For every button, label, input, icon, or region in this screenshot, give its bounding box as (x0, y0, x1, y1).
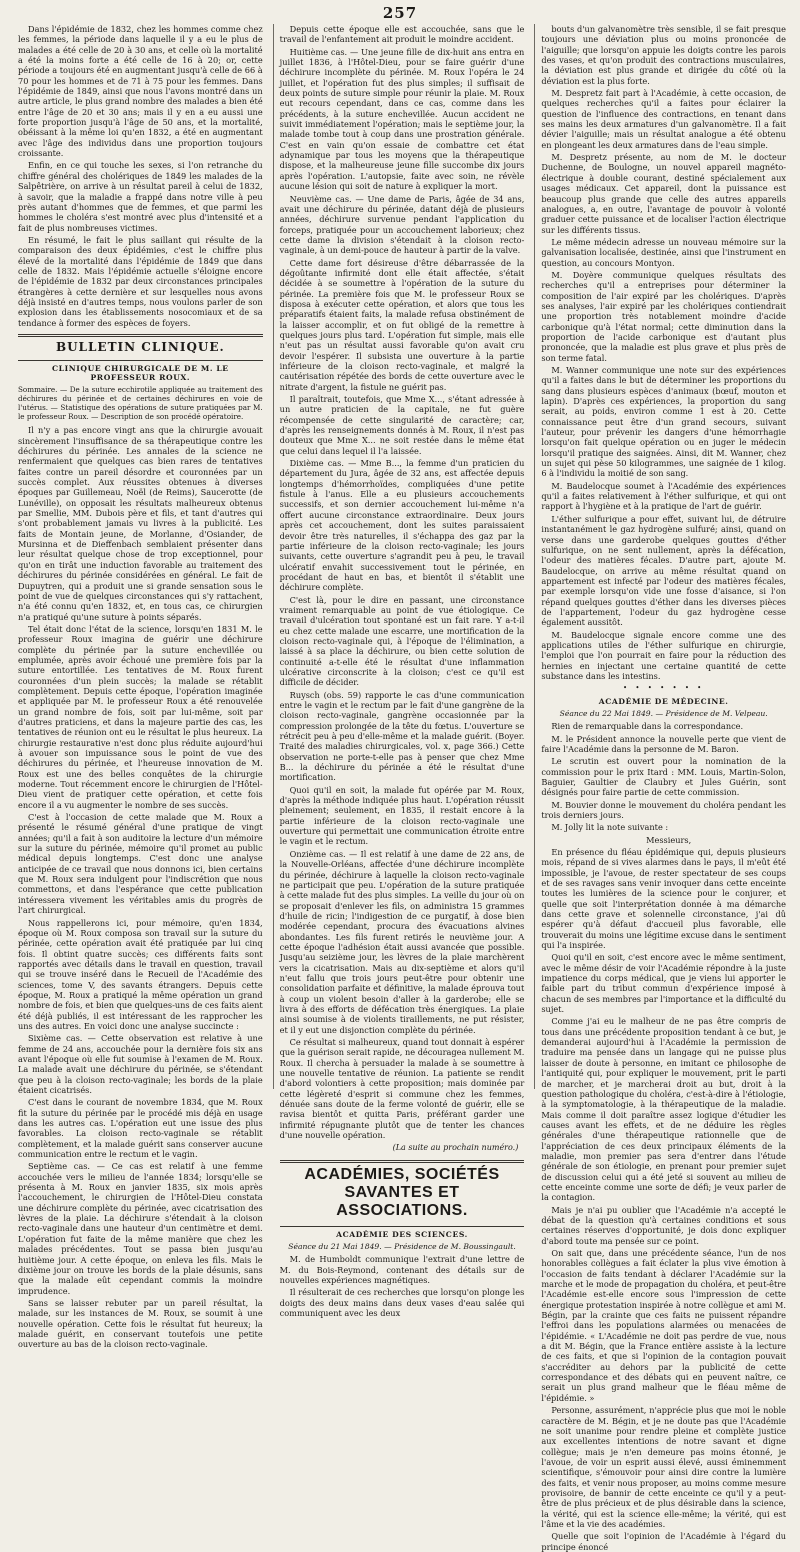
paragraph: Depuis cette époque elle est accouchée, sans que le travail de l'enfantement ait produit le moindre accident. (279, 24, 525, 45)
paragraph: Onzième cas. — Il est relatif à une dame de 22 ans, de la Nouvelle-Orléans, affectée d'une déchirure incomplète du périnée, déchirure à laquelle la cloison recto-vaginale ne participait que peu. L'opération de la suture pratiquée à cette malade fut des plus simples. La veille du jour où on se proposait d'enlever les fils, on administra 15 grammes d'huile de ricin; l'indigestion de ce purgatif, à dose bien modérée cependant, procura des évacuations alvines abondantes. Les fils furent retirés le neuvième jour. A cette époque l'adhésion était aussi avancée que possible. Jusqu'au seizième jour, les lèvres de la plaie marchèrent vers la cicatrisation. Mais au dix-septième et alors qu'il n'eut fallu que trois jours peut-être pour obtenir une consolidation parfaite et définitive, la malade éprouva tout à coup un violent besoin d'aller à la garderobe; elle se livra à des efforts de défécation très énergiques. La plaie ainsi soumise à de violents tiraillements, ne put résister, et il y eut une disjonction complète du périnée. (279, 848, 525, 1035)
paragraph: C'est là, pour le dire en passant, une circonstance vraiment remarquable au point de vue étiologique. Ce travail d'ulcération tout spontané est un fait rare. Y a-t-il eu chez cette malade une escarre, une mortification de la cloison recto-vaginale qui, à l'époque de l'élimination, a laissé à sa place la déchirure, ou bien cette solution de continuité a-t-elle été le résultat d'une inflammation ulcérative circonscrite à la cloison; c'est ce qu'il est difficile de décider. (279, 594, 525, 688)
paragraph: C'est dans le courant de novembre 1834, que M. Roux fit la suture du périnée par le procédé mis déjà en usage dans les autres cas. L'opération eut une issue des plus favorables. La cloison recto-vaginale se rétablit complètement, et la malade guérit sans conserver aucune communication entre le rectum et le vagin. (18, 1097, 263, 1160)
paragraph: Dans l'épidémie de 1832, chez les hommes comme chez les femmes, la période dans laquelle il y a eu le plus de malades a été celle de 20 à 30 ans, et celle où la mortalité a été la moins forte a été celle de 16 à 20; or, cette période a toujours été en augmentant jusqu'à celle de 66 à 70 pour les hommes et de 71 à 75 pour les femmes. Dans l'épidémie de 1849, ainsi que nous l'avons montré dans un autre article, le plus grand nombre des malades a bien été entre l'âge de 20 et 30 ans; mais il y en a eu aussi une forte proportion jusqu'à l'âge de 50 ans, et la mortalité, obéissant à la même loi qu'en 1832, a été en augmentant avec l'âge des individus dans une proportion toujours croissante. (18, 24, 263, 159)
column-right (534, 24, 787, 1552)
paragraph: Personne, assurément, n'apprécie plus que moi le noble caractère de M. Bégin, et je ne doute pas que l'Académie ne soit unanime pour rendre pleine et complète justice aux excellentes intentions de notre savant et digne collègue; mais je n'en demeure pas moins étonné, je l'avoue, de voir un esprit aussi élevé, aussi éminemment scientifique, s'émouvoir pour ainsi dire contre la lumière des faits, et venir nous proposer, au moins comme mesure provisoire, de bannir de cette enceinte ce qu'il y a peut-être de plus précieux et de plus désirable dans la science, la vérité, qui est la science elle-même; la vérité, qui est l'âme et la vie des académies. (541, 1405, 787, 1529)
paragraph: C'est à l'occasion de cette malade que M. Roux a présenté le résumé général d'une pratique de vingt années; qu'il a fait à son auditoire la lecture d'un mémoire sur la suture du périnée, mémoire qu'il promet au public médical depuis longtemps. C'est donc une analyse anticipée de ce travail que nous donnons ici, bien certains que M. Roux sera indulgent pour l'indiscrétion que nous commettons, et dans l'espérance que cette publication intéressera vivement les véritables amis du progrès de l'art chirurgical. (18, 812, 263, 916)
paragraph: En présence du fléau épidémique qui, depuis plusieurs mois, répand de si vives alarmes dans le pays, il m'eût été impossible, je l'avoue, de rester spectateur de ses coups et de ses ravages sans venir invoquer dans cette enceinte toutes les lumières de la science pour le conjurer, et quelle que soit l'interprétation donnée à ma démarche dans cette grave et solennelle circonstance, j'ai dû espérer qu'à défaut d'accueil plus favorable, elle trouverait du moins une légitime excuse dans le sentiment qui l'a inspirée. (541, 846, 787, 951)
summary: Sommaire. — De la suture ecchirotile appliquée au traitement des déchirures du périnée et de certaines déchirures en voie de l'utérus. — Statistique des opérations de suture pratiquées par M. le professeur Roux. — Description de son procédé opératoire. (18, 384, 263, 422)
paragraph: M. Baudelocque signale encore comme une des applications utiles de l'éther sulfurique en chirurgie, l'emploi que l'on pourrait en faire pour la réduction des hernies en injectant une certaine quantité de cette substance dans les intestins. (541, 629, 787, 681)
paragraph: Il paraîtrait, toutefois, que Mme X..., s'étant adressée à un autre praticien de la capitale, ne fut guère récompensée de cette singularité de caractère; car, d'après les renseignements donnés à M. Roux, il n'est pas douteux que Mme X... ne soit restée dans le même état que celui dans lequel il l'a laissée. (279, 394, 525, 456)
bulletin-clinique-title: BULLETIN CLINIQUE. (55, 339, 225, 354)
section-divider (280, 1160, 525, 1163)
divider (18, 360, 263, 361)
paragraph: Dixième cas. — Mme B..., la femme d'un praticien du département du Jura, âgée de 32 ans, est affectée depuis longtemps d'hémorrhoïdes, compliquées d'une petite fistule à l'anus. Elle a eu plusieurs accouchements successifs, et son dernier accouchement lui-même n'a offert aucune circonstance extraordinaire. Deux jours après cet accouchement, dont les suites paraissaient devoir être très naturelles, il s'échappa des gaz par la partie inférieure de la cloison recto-vaginale; les jours suivants, cette ouverture s'agrandit peu à peu, le travail ulcératif envahit successivement tout le périnée, en procédant de haut en bas, et bientôt il s'établit une déchirure complète. (279, 458, 525, 593)
paragraph: Sans se laisser rebuter par un pareil résultat, la malade, sur les instances de M. Roux, se soumit à une nouvelle opération. Cette fois le résultat fut heureux; la malade guérit, en conservant toutefois une petite ouverture au bas de la cloison recto-vaginale. (18, 1297, 263, 1350)
paragraph: M. Bouvier donne le mouvement du choléra pendant les trois derniers jours. (541, 799, 787, 820)
paragraph: Cette dame fort désireuse d'être débarrassée de la dégoûtante infirmité dont elle était affectée, s'était décidée à se soumettre à l'opération de la suture du périnée. La première fois que M. le professeur Roux se disposa à exécuter cette opération, et alors que tous les préparatifs étaient faits, la malade refusa obstinément de la laisser accomplir, et on fut obligé de la remettre à quelques jours plus tard. L'opération fut simple, mais elle n'eut pas un résultat aussi favorable qu'on avait cru devoir l'espérer. Il subsista une ouverture à la partie inférieure de la cloison recto-vaginale, et malgré la cautérisation répétée des bords de cette ouverture avec le nitrate d'argent, la fistule ne guérit pas. (279, 257, 525, 392)
academies-title: ACADÉMIES, SOCIÉTÉS SAVANTES ET ASSOCIATIONS. (304, 1165, 500, 1219)
paragraph: Messieurs, (646, 834, 692, 845)
paragraph: Rien de remarquable dans la correspondance. (551, 721, 744, 732)
paragraph: M. Jolly lit la note suivante : (551, 822, 669, 833)
paragraph: bouts d'un galvanomètre très sensible, il se fait presque toujours une déviation plus ou moins prononcée de l'aiguille; que lorsqu'on appuie les doigts contre les parois des vases, et qu'on produit des contractions musculaires, la déviation est plus grande et dirigée du côté où la déviation est la plus forte. (541, 24, 787, 86)
paragraph: M. Baudelocque soumet à l'Académie des expériences qu'il a faites relativement à l'éther sulfurique, et qui ont rapport à l'hygiène et à la pratique de l'art de guérir. (541, 480, 787, 512)
paragraph: M. le Président annonce la nouvelle perte que vient de faire l'Académie dans la personne de M. Baron. (541, 733, 787, 754)
paragraph: Il résulterait de ces recherches que lorsqu'on plonge les doigts des deux mains dans deux vases d'eau salée qui communiquent avec les deux (279, 1287, 525, 1318)
paragraph: L'éther sulfurique a pour effet, suivant lui, de détruire instantanément le gaz hydrogène sulfuré; ainsi, quand on verse dans une garderobe quelques gouttes d'éther sulfurique, on ne sent nullement, après la défécation, l'odeur des matières fécales. D'autre part, ajoute M. Baudelocque, on arrive au même résultat quand on appartement est infecté par l'odeur des matières fécales, par exemple lorsqu'on vide une fosse d'aisance, si l'on répand quelques gouttes d'éther dans les diverses pièces de l'appartement, l'odeur du gaz hydrogène cesse également aussitôt. (541, 513, 787, 628)
paragraph: Ruysch (obs. 59) rapporte le cas d'une communication entre le vagin et le rectum par le fait d'une gangrène de la cloison recto-vaginale, gangrène occasionnée par la compression prolongée de la tête du fœtus. L'ouverture se rétrécit peu à peu d'elle-même et la malade guérit. (Boyer. Traité des maladies chirurgicales, vol. x, page 366.) Cette observation ne porte-t-elle pas à penser que chez Mme B... la déchirure du périnée a été le résultat d'une mortification. (279, 689, 525, 783)
dot-separator: • • • • • • • (623, 684, 705, 693)
paragraph: Le scrutin est ouvert pour la nomination de la commission pour le prix Itard : MM. Louis, Martin-Solon, Baguier, Gaultier de Claubry et Jules Guérin, sont désignés pour faire partie de cette commission. (541, 756, 787, 798)
paragraph: Il n'y a pas encore vingt ans que la chirurgie avouait sincèrement l'insuffisance de sa thérapeutique contre les déchirures du périnée. Les annales de la science ne renfermaient que quelques cas bien rares de tentatives faites contre un pareil désordre et couronnées par un succès complet. Aux réussites obtenues à diverses époques par Guillemeau, Noël (de Reims), Saucerotte (de Lunéville), on opposait les résultats malheureux obtenus par Smellie, MM. Dubois père et fils, et tant d'autres qui s'ont probablement jamais vu livres à la publicité. Les faits de Montain jeune, de Morlanne, d'Osiander, de Mursinna et de Dieffenbach semblaient présenter dans leur résultat quelque chose de trop exceptionnel, pour qu'on en tirât une induction favorable au traitement des déchirures du périnée considérées en général. Le fait de Dupuytren, qui a produit une si grande sensation sous le point de vue de quelques circonstances qui s'y rattachent, n'a été connu qu'en 1832, et, en tous cas, ce chirurgien n'a pratiqué qu'une suture à points séparés. (18, 425, 263, 622)
paragraph: Le même médecin adresse un nouveau mémoire sur la galvanisation localisée, destinée, ainsi que l'instrument en question, au concours Montyon. (541, 236, 787, 268)
paragraph: Neuvième cas. — Une dame de Paris, âgée de 34 ans, avait une déchirure du périnée, datant déjà de plusieurs années, déchirure survenue pendant l'application du forceps, pratiquée pour un accouchement laborieux; chez cette dame la division s'étendait à la cloison recto-vaginale, à un demi-pouce de hauteur à partir de la valve. (279, 193, 525, 256)
paragraph: M. Despretz présente, au nom de M. le docteur Duchenne, de Boulogne, un nouvel appareil magnéto-électrique à double courant, destiné spécialement aux usages médicaux. Cet appareil, dont la puissance est beaucoup plus grande que celle des autres appareils analogues, a, en outre, l'avantage de pouvoir à volonté graduer cette puissance et de localiser l'action électrique sur les différents tissus. (541, 152, 787, 235)
paragraph: Sixième cas. — Cette observation est relative à une femme de 24 ans, accouchée pour la dernière fois six ans avant l'époque où elle fut soumise à l'examen de M. Roux. La malade avait une déchirure du périnée, se s'étendant que peu à la cloison recto-vaginale; les bords de la plaie étaient cicatrisés. (18, 1033, 263, 1095)
paragraph: Septième cas. — Ce cas est relatif à une femme accouchée vers le milieu de l'année 1834; lorsqu'elle se présenta à M. Roux en janvier 1835, six mois après l'accouchement, le chirurgien de l'Hôtel-Dieu constata une déchirure complète du périnée, avec cicatrisation des lèvres de la plaie. La déchirure s'étendait à la cloison recto-vaginale dans une hauteur d'un centimètre et demi. L'opération fut faite de la même manière que chez les malades précédentes. Tout se passa bien jusqu'au huitième jour. A cette époque, on enleva les fils. Mais le dixième jour on trouve les bords de la plaie désunis, sans que la malade eût cependant commis la moindre imprudence. (18, 1161, 263, 1296)
paragraph: Quelle que soit l'opinion de l'Académie à l'égard du principe énoncé (541, 1531, 787, 1552)
paragraph: Comme j'ai eu le malheur de ne pas être compris de tous dans une précédente proposition tendant à ce but, je demanderai aujourd'hui à l'Académie la permission de traduire ma pensée dans un langage qui ne puisse plus laisser de doute à personne, en imitant ce philosophe de l'antiquité qui, pour expliquer le mouvement, prit le parti de marcher, et je marcherai droit au but, droit à la question pathologique du choléra, c'est-à-dire à l'étiologie, à la symptomatologie, à la thérapeutique de la maladie. Mais comme il doit paraître assez logique d'étudier les causes avant les effets, et de ne déduire les règles générales d'une thérapeutique rationnelle que de l'appréciation de ces deux principaux éléments de la maladie, mon premier pas sera d'entrer dans l'étude générale de son étiologie, en prenant pour premier sujet de discussion celui qui a été jeté si souvent au milieu de cette enceinte comme une sorte de défi; je veux parler de la contagion. (541, 1016, 787, 1203)
clinic-title: CLINIQUE CHIRURGICALE DE M. LE PROFESSEUR ROUX. (51, 363, 229, 382)
section-divider (18, 334, 263, 337)
columns (18, 24, 787, 1552)
meeting-line: Séance du 22 Mai 1849. — Présidence de M. Velpeau. (559, 708, 768, 718)
meeting-line: Séance du 21 Mai 1849. — Présidence de M. Boussingault. (288, 1241, 516, 1251)
page-number: 257 (382, 4, 418, 22)
paragraph: Mais je n'ai pu oublier que l'Académie n'a accepté le débat de la question qu'à certaines conditions et sous certaines réserves d'opportunité, je dois donc expliquer d'abord toute ma pensée sur ce point. (541, 1204, 787, 1246)
paragraph: Enfin, en ce qui touche les sexes, si l'on retranche du chiffre général des cholériques de 1849 les malades de la Salpêtrière, on arrive à un résultat pareil à celui de 1832, à savoir, que la maladie a frappé dans notre ville à peu près autant d'hommes que de femmes, et que parmi les hommes le choléra s'est montré avec plus d'intensité et a fait de plus nombreuses victimes. (18, 160, 263, 233)
paragraph: Quoi qu'il en soit, la malade fut opérée par M. Roux, d'après la méthode indiquée plus haut. L'opération réussit pleinement; seulement, en 1835, il restait encore à la partie inférieure de la cloison recto-vaginale une ouverture qui permettait une communication étroite entre le vagin et le rectum. (279, 784, 525, 847)
continuation-note: (La suite au prochain numéro.) (392, 1143, 519, 1153)
academie-medecine-title: ACADÉMIE DE MÉDECINE. (598, 696, 729, 706)
paragraph: On sait que, dans une précédente séance, l'un de nos honorables collègues a fait éclater la plus vive émotion à l'occasion de faits tendant à déclarer l'Académie sur la marche et le mode de propagation du choléra, et peut-être l'Académie est-elle encore sous l'impression de cette énergique protestation inspirée à notre collègue et ami M. Bégin, par la crainte que ces faits ne puissent répandre l'effroi dans les populations alarmées ou menacées de l'épidémie. « L'Académie ne doit pas perdre de vue, nous a dit M. Bégin, que la France entière assiste à la lecture de ces faits, et que si l'opinion de la contagion pouvait s'accréditer au dehors par la publicité de cette correspondance et des débats qui en peuvent naître, ce serait un plus grand malheur que le fléau même de l'épidémie. » (541, 1248, 787, 1403)
paragraph: M. Wanner communique une note sur des expériences qu'il a faites dans le but de déterminer les proportions du sang dans plusieurs espèces d'animaux (bœuf, mouton et lapin). D'après ces expériences, la proportion du sang serait, au poids, environ comme 1 est à 20. Cette connaissance peut être d'un grand secours, suivant l'auteur, pour prévenir les dangers d'une hémorrhagie lorsqu'on fait quelque opération ou en juger le médecin lorsqu'il pratique des saignées. Ainsi, dit M. Wanner, chez un sujet qui pèse 50 kilogrammes, une saignée de 1 kilog. 6 à l'individu la moitié de son sang. (541, 365, 787, 479)
paragraph: Tel était donc l'état de la science, lorsqu'en 1831 M. le professeur Roux imagina de guérir une déchirure complète du périnée par la suture enchevillée ou emplumée, après avoir échoué une première fois par la suture entortillée. Les tentatives de M. Roux furent couronnées d'un plein succès; la malade se rétablit complètement. Depuis cette époque, l'opération imaginée et appliquée par M. le professeur Roux a été renouvelée un grand nombre de fois, soit par lui-même, soit par d'autres praticiens, et dans la majeure partie des cas, les tentatives de réunion ont eu le résultat le plus heureux. La chirurgie restaurative n'est donc plus réduite aujourd'hui à avouer son impuissance sous le point de vue des déchirures du périnée, et l'heureuse innovation de M. Roux est une des belles conquêtes de la chirurgie moderne. Tout récemment encore le chirurgien de l'Hôtel-Dieu vient de pratiquer cette opération, et cette fois encore il a vu augmenter le nombre de ses succès. (18, 623, 263, 810)
paragraph: M. de Humboldt communique l'extrait d'une lettre de M. du Bois-Reymond, contenant des détails sur de nouvelles expériences magnétiques. (279, 1254, 525, 1285)
paragraph: M. Doyère communique quelques résultats des recherches qu'il a entreprises pour déterminer la composition de l'air expiré par les cholériques. D'après ses analyses, l'air expiré par les cholériques contiendrait une proportion très notablement moindre d'acide carbonique qu'à l'état normal; cette diminution dans la proportion de l'acide carbonique est d'autant plus prononcée, que la maladie est plus grave et plus près de son terme fatal. (541, 269, 787, 363)
paragraph: Huitième cas. — Une jeune fille de dix-huit ans entra en juillet 1836, à l'Hôtel-Dieu, pour se faire guérir d'une déchirure incomplète du périnée. M. Roux l'opéra le 24 juillet, et l'opération fut des plus simples; il suffisait de deux points de suture simple pour réunir la plaie. M. Roux eut recours cependant, dans ce cas, comme dans les précédents, à la suture enchevillée. Aucun accident ne suivit immédiatement l'opération; mais le septième jour, la malade tombe tout à coup dans une prostration générale. C'est en vain qu'on essaie de combattre cet état adynamique par tous les moyens que la thérapeutique dispose, et la malheureuse jeune fille succombe dix jours après l'opération. L'autopsie, faite avec soin, ne révèle aucune lésion qui soit de nature à expliquer la mort. (279, 46, 525, 192)
paragraph: En résumé, le fait le plus saillant qui résulte de la comparaison des deux épidémies, c'est le chiffre plus élevé de la mortalité dans l'épidémie de 1849 que dans celle de 1832. Mais l'épidémie actuelle s'éloigne encore de l'épidémie de 1832 par deux circonstances principales étrangères à cette dernière et sur lesquelles nous avons déjà insisté en d'autres temps, nous voulons parler de son explosion dans les établissements nosocomiaux et de sa tendance à former des espèces de foyers. (18, 234, 263, 328)
column-left (18, 24, 263, 1350)
paragraph: M. Despretz fait part à l'Académie, à cette occasion, de quelques recherches qu'il a faites pour éclairer la question de l'influence des contractions, en tenant dans ses mains les deux armatures d'un galvanomètre. Il a fait dévier l'aiguille; mais un résultat analogue a été obtenu en plongeant les deux armatures dans de l'eau simple. (541, 88, 787, 150)
academie-sciences-title: ACADÉMIE DES SCIENCES. (336, 1229, 468, 1239)
column-middle (273, 24, 525, 1318)
paragraph: Quoi qu'il en soit, c'est encore avec le même sentiment, avec le même désir de voir l'Académie répondre à la juste impatience du corps médical, que je viens lui apporter le faible part du tribut commun d'expérience imposé à chacun de ses membres par l'importance et la difficulté du sujet. (541, 952, 787, 1015)
paragraph: Nous rappellerons ici, pour mémoire, qu'en 1834, époque où M. Roux composa son travail sur la suture du périnée, cette opération avait été pratiquée par lui cinq fois. Il obtint quatre succès; ces différents faits sont rapportés avec détails dans le travail en question, travail qui se trouve inséré dans le Recueil de l'Académie des sciences, tome V, des savants étrangers. Depuis cette époque, M. Roux a pratiqué la même opération un grand nombre de fois, et bien que quelques-uns de ces faits aient été déjà publiés, il est intéressant de les rapprocher les uns des autres. En voici donc une analyse succincte : (18, 917, 263, 1031)
paragraph: Ce résultat si malheureux, quand tout donnait à espérer que la guérison serait rapide, ne découragea nullement M. Roux. Il chercha à persuader la malade à se soumettre à une nouvelle tentative de réunion. La patiente se rendit d'abord volontiers à cette proposition; mais dominée par cette légèreté d'esprit si commune chez les femmes, dénuée sans doute de la ferme volonté de guérir, elle se ravisa bientôt et quitta Paris, préférant garder une infirmité répugnante plutôt que de tenter les chances d'une nouvelle opération. (279, 1037, 525, 1141)
divider (280, 1226, 525, 1227)
